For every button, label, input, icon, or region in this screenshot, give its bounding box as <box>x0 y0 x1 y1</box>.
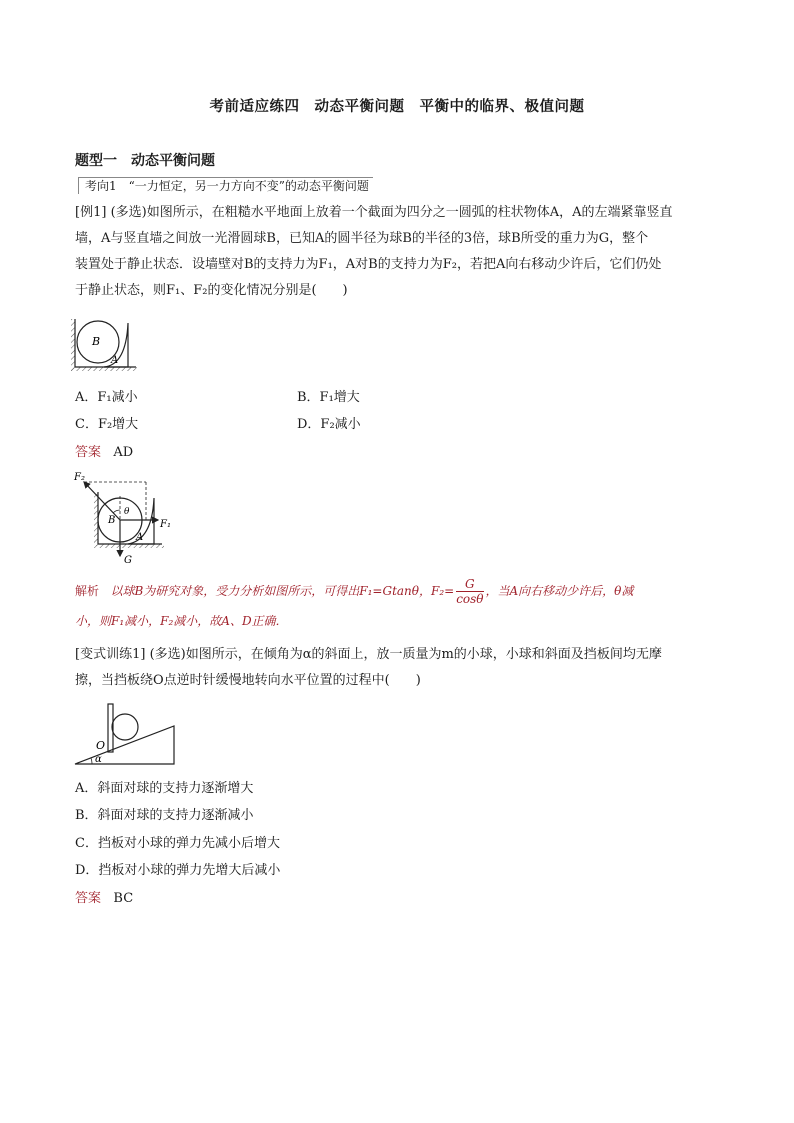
example1-line3: 装置处于静止状态．设墙壁对B的支持力为F₁，A对B的支持力为F₂，若把A向右移动少许后，它们仍处 <box>75 257 662 272</box>
sub-heading: 考向1 “一力恒定，另一力方向不变”的动态平衡问题 <box>78 177 373 194</box>
force-label-g: G <box>124 555 132 566</box>
variant1-answer <box>75 887 133 906</box>
example1-explanation <box>75 576 725 636</box>
example1-option-c: C．F₂增大 <box>75 417 139 432</box>
example1-line2: 墙，A与竖直墙之间放一光滑圆球B，已知A的圆半径为球B的半径的3倍，球B所受的重力为G，整个 <box>75 231 649 246</box>
figure-incline <box>70 700 180 768</box>
variant1-tag: [变式训练1] <box>75 647 146 662</box>
answer-value: BC <box>113 891 134 906</box>
example1-answer <box>75 441 133 460</box>
incline-label-o: O <box>96 739 106 752</box>
answer-label: 答案 <box>75 891 102 906</box>
force-label-theta: θ <box>124 507 130 517</box>
example1-option-b: B．F₁增大 <box>297 390 360 405</box>
example1-tag: [例1] <box>75 205 107 220</box>
answer-label: 答案 <box>75 445 102 460</box>
incline-label-alpha: α <box>95 754 102 765</box>
variant1-option-b: B．斜面对球的支持力逐渐减小 <box>75 808 254 823</box>
variant1-option-c: C．挡板对小球的弹力先减小后增大 <box>75 836 280 851</box>
example1-line1: [例1] (多选)如图所示，在粗糙水平地面上放着一个截面为四分之一圆弧的柱状物体A，A的左端紧靠竖直 <box>75 205 673 220</box>
section-heading: 题型一 动态平衡问题 <box>75 153 215 169</box>
force-label-f1: F₁ <box>160 519 171 530</box>
force-label-a: A <box>136 532 144 543</box>
force-label-f2: F₂ <box>74 472 85 483</box>
variant1-text <box>75 642 725 694</box>
variant1-option-d: D．挡板对小球的弹力先增大后减小 <box>75 863 281 878</box>
example1-text <box>75 200 725 304</box>
explanation-line2: 小，则F₁减小，F₂减小，故A、D正确． <box>75 614 288 628</box>
figure-wall-sphere <box>70 315 140 377</box>
figure-force-diagram <box>70 470 175 570</box>
fraction: $\frac{G}{\cos\theta}$ <box>456 577 484 606</box>
page-title: 考前适应练四 动态平衡问题 平衡中的临界、极值问题 <box>209 99 585 115</box>
variant1-line2: 擦，当挡板绕O点逆时针缓慢地转向水平位置的过程中( ) <box>75 673 421 688</box>
variant1-option-a: A．斜面对球的支持力逐渐增大 <box>75 781 254 796</box>
example1-option-d: D．F₂减小 <box>297 417 361 432</box>
variant1-line1: [变式训练1] (多选)如图所示，在倾角为α的斜面上，放一质量为m的小球，小球和斜面及挡板间均无摩 <box>75 647 662 662</box>
fig1-label-b: B <box>92 335 101 348</box>
explanation-label: 解析 <box>75 584 100 598</box>
force-label-b: B <box>108 515 116 526</box>
example1-option-a: A．F₁减小 <box>75 390 138 405</box>
fig1-label-a: A <box>111 355 119 366</box>
explanation-line1: 解析 以球B为研究对象，受力分析如图所示，可得出F₁=Gtanθ，F₂= $\frac{G}{\cos\theta}$ ，当A向右移动少许后，θ减 <box>75 577 634 606</box>
example1-line4: 于静止状态，则F₁、F₂的变化情况分别是( ) <box>75 283 348 298</box>
answer-value: AD <box>113 445 134 460</box>
